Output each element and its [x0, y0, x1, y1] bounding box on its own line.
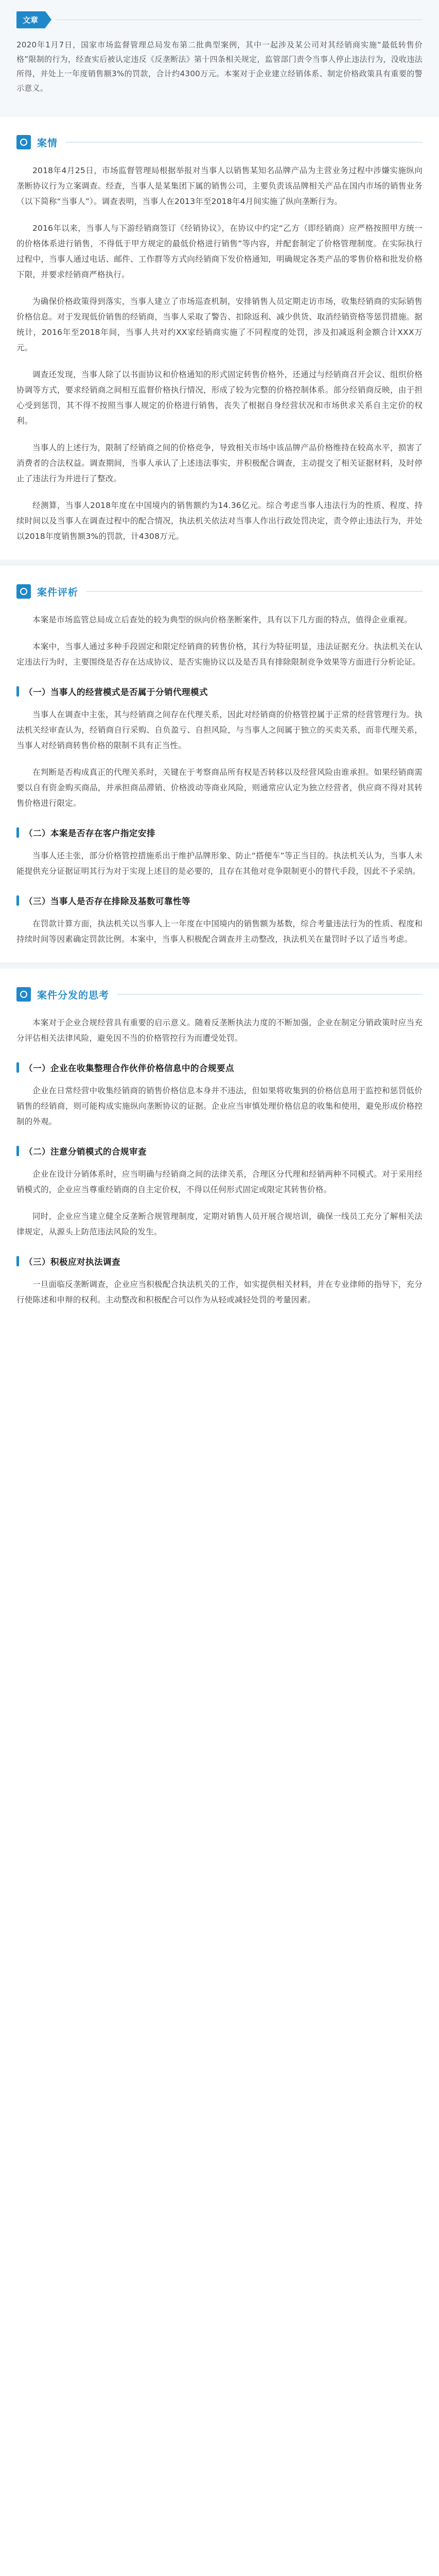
section-header — [16, 584, 423, 599]
section-marker-icon — [16, 135, 31, 149]
section-divider — [0, 962, 439, 969]
subsection-title: （三）积极应对执法调查 — [24, 1257, 120, 1267]
section-rule — [86, 591, 423, 592]
paragraph: 当事人在调查中主张，其与经销商之间存在代理关系，因此对经销商的价格管控属于正常的经营管理行为。执法机关经审查认为，经销商自行采购、自负盈亏、自担风险，与当事人之间属于独立的买卖关系，而非代理关系，当事人对经销商转售价格的限制不具有正当性。 — [16, 710, 423, 750]
subsection-bar-icon — [16, 827, 19, 838]
paragraph: 在判断是否构成真正的代理关系时，关键在于考察商品所有权是否转移以及经营风险由谁承担。如果经销商需要以自有资金购买商品，并承担商品滞销、价格波动等商业风险，则通常应认定为独立经营者，供应商不得对其转售价格进行限定。 — [16, 768, 423, 808]
subsection-title: （三）当事人是否存在排除及基数可靠性等 — [24, 896, 190, 906]
section-divider — [0, 560, 439, 566]
paragraph: 2018年4月25日，市场监督管理局根据举报对当事人以销售某知名品牌产品为主营业务过程中涉嫌实施纵向垄断协议行为立案调查。经查，当事人是某集团下属的销售公司，主要负责该品牌相关产品在国内市场的销售业务（以下简称“当事人”）。调查表明，当事人在2013年至2018年4月间实施了纵向垄断行为。 — [16, 166, 423, 206]
subsection-title: （二）注意分销模式的合规审查 — [24, 1147, 147, 1157]
section-rule — [66, 142, 423, 143]
paragraph: 2016年以来，当事人与下游经销商签订《经销协议》，在协议中约定“乙方（即经销商）应严格按照甲方统一的价格体系进行销售，不得低于甲方规定的最低价格进行销售”等内容，并配套制定了价格管理制度。在实际执行过程中，当事人通过电话、邮件、工作群等方式向经销商下发价格通知，明确规定各类产品的零售价格和批发价格下限，并要求经销商严格执行。 — [16, 224, 423, 279]
subsection-header — [16, 894, 423, 907]
summary-banner — [0, 0, 439, 116]
subsection-bar-icon — [16, 1146, 19, 1156]
subsection-bar-icon — [16, 686, 19, 697]
subsection-bar-icon — [16, 895, 19, 906]
subsection-bar-icon — [16, 1256, 19, 1266]
section-marker-icon — [16, 584, 31, 599]
section-title: 案情 — [37, 137, 58, 149]
subsection-title: （一）当事人的经营模式是否属于分销代理模式 — [24, 687, 208, 697]
paragraph: 本案对于企业合规经营具有重要的启示意义。随着反垄断执法力度的不断加强，企业在制定分销政策时应当充分评估相关法律风险，避免因不当的价格管控行为而遭受处罚。 — [16, 1018, 423, 1043]
section-case-facts — [0, 135, 439, 544]
section-case-analysis — [0, 584, 439, 947]
section-title: 案件分发的思考 — [37, 989, 110, 1001]
paragraph: 为确保价格政策得到落实，当事人建立了市场巡查机制，安排销售人员定期走访市场，收集经销商的实际销售价格信息。对于发现低价销售的经销商，当事人采取了警告、扣除返利、减少供货、取消经销资格等惩罚措施。据统计，2016年至2018年间，当事人共对约XX家经销商实施了不同程度的处罚，涉及扣减返利金额合计XXX万元。 — [16, 297, 423, 352]
subsection-header — [16, 1061, 423, 1074]
subsection-header — [16, 1145, 423, 1157]
paragraph: 企业在日常经营中收集经销商的销售价格信息本身并不违法，但如果将收集到的价格信息用于监控和惩罚低价销售的经销商，则可能构成实施纵向垄断协议的证据。企业应当审慎处理价格信息的收集和使用，避免形成价格控制的外观。 — [16, 1086, 423, 1126]
paragraph: 本案是市场监管总局成立后查处的较为典型的纵向价格垄断案件，具有以下几方面的特点，值得企业重视。 — [32, 615, 412, 624]
section-reflections — [0, 987, 439, 1308]
paragraph: 在罚款计算方面，执法机关以当事人上一年度在中国境内的销售额为基数，综合考量违法行为的性质、程度和持续时间等因素确定罚款比例。本案中，当事人积极配合调查并主动整改，执法机关在量罚时予以了适当考虑。 — [16, 919, 423, 944]
paragraph: 一旦面临反垄断调查，企业应当积极配合执法机关的工作，如实提供相关材料，并在专业律师的指导下，充分行使陈述和申辩的权利。主动整改和积极配合可以作为从轻或减轻处罚的考量因素。 — [16, 1280, 423, 1304]
paragraph: 调查还发现，当事人除了以书面协议和价格通知的形式固定转售价格外，还通过与经销商召开会议、组织价格协调等方式，要求经销商之间相互监督价格执行情况，形成了较为完整的价格控制体系。部分经销商反映，由于担心受到惩罚，其不得不按照当事人规定的价格进行销售，丧失了根据自身经营状况和市场供求关系自主定价的权利。 — [16, 370, 423, 426]
section-header — [16, 987, 423, 1002]
summary-text: 2020年1月7日，国家市场监督管理总局发布第二批典型案例，其中一起涉及某公司对其经销商实施“最低转售价格”限制的行为，经查实后被认定违反《反垄断法》第十四条相关规定，监管部门责令当事人停止违法行为，没收违法所得，并处上一年度销售额3%的罚款，合计约4300万元。本案对于企业建立经销体系、制定价格政策具有重要的警示意义。 — [16, 40, 423, 93]
summary-header — [16, 11, 423, 28]
subsection-title: （二）本案是否存在客户指定安排 — [24, 828, 155, 838]
section-title: 案件评析 — [37, 586, 79, 598]
paragraph: 经测算，当事人2018年度在中国境内的销售额约为14.36亿元。综合考虑当事人违法行为的性质、程度、持续时间以及当事人在调查过程中的配合情况，执法机关依法对当事人作出行政处罚决定，责令停止违法行为，并处以2018年度销售额3%的罚款，计4308万元。 — [16, 501, 423, 541]
summary-tag: 文章 — [16, 11, 45, 28]
section-marker-icon — [16, 987, 31, 1002]
paragraph: 当事人还主张，部分价格管控措施系出于维护品牌形象、防止“搭便车”等正当目的。执法机关认为，当事人未能提供充分证据证明其行为对于实现上述目的是必要的，且存在其他对竞争限制更小的替代手段，因此不予采纳。 — [16, 851, 423, 876]
subsection-header — [16, 1255, 423, 1267]
subsection-header — [16, 826, 423, 839]
subsection-header — [16, 685, 423, 698]
paragraph: 同时，企业应当建立健全反垄断合规管理制度，定期对销售人员开展合规培训，确保一线员工充分了解相关法律规定，从源头上防范违法风险的发生。 — [16, 1212, 423, 1236]
subsection-bar-icon — [16, 1062, 19, 1073]
paragraph: 企业在设计分销体系时，应当明确与经销商之间的法律关系，合理区分代理和经销两种不同模式。对于采用经销模式的，企业应当尊重经销商的自主定价权，不得以任何形式固定或限定其转售价格。 — [16, 1170, 423, 1194]
paragraph: 本案中，当事人通过多种手段固定和限定经销商的转售价格，其行为特征明显，违法证据充分。执法机关在认定违法行为时，主要围绕是否存在达成协议、是否实施协议以及是否具有排除限制竞争效果等方面进行分析论证。 — [16, 642, 423, 667]
section-header — [16, 135, 423, 149]
paragraph: 当事人的上述行为，限制了经销商之间的价格竞争，导致相关市场中该品牌产品价格维持在较高水平，损害了消费者的合法权益。调查期间，当事人承认了上述违法事实，并积极配合调查，主动提交了相关证据材料，及时停止了违法行为并进行了整改。 — [16, 443, 423, 483]
section-rule — [117, 994, 423, 995]
subsection-title: （一）企业在收集整理合作伙伴价格信息中的合规要点 — [24, 1063, 234, 1073]
footer-space — [0, 1319, 439, 1350]
